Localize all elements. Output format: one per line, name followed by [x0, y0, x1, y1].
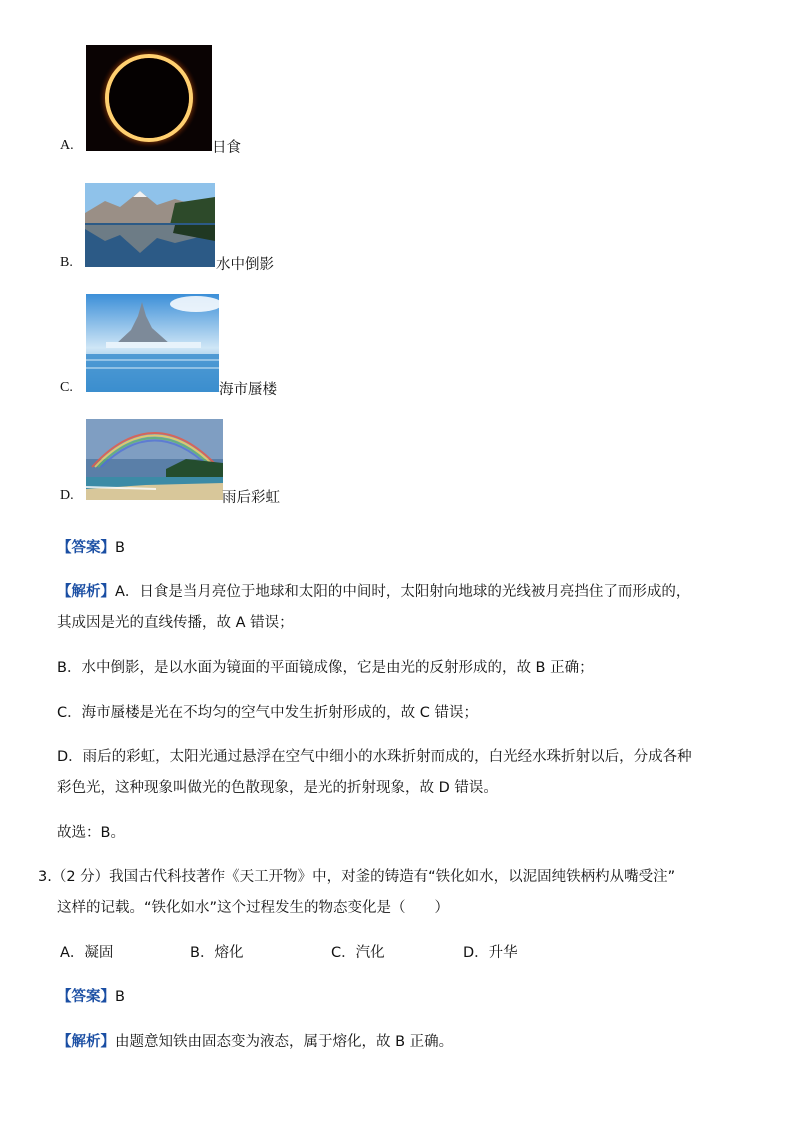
q2-answer-value: B: [115, 540, 125, 556]
q2-analysis-c: C．海市蜃楼是光在不均匀的空气中发生折射形成的，故 C 错误；: [57, 705, 478, 721]
q2-analysis-tag: 【解析】: [57, 584, 115, 600]
option-c-letter: C.: [60, 380, 73, 395]
q2-analysis-a-1: A．日食是当月亮位于地球和太阳的中间时，太阳射向地球的光线被月亮挡住了而形成的，: [115, 584, 691, 600]
q3-choice-c: C．汽化: [331, 945, 385, 961]
q3-choice-a: A．凝固: [60, 945, 114, 961]
option-d-letter: D.: [60, 488, 74, 503]
q3-stem-2: 这样的记载。“铁化如水”这个过程发生的物态变化是（ ）: [57, 900, 450, 916]
lake-reflection-photo: [85, 183, 215, 267]
q2-answer-line: [57, 536, 125, 557]
q3-analysis-text: 由题意知铁由固态变为液态，属于熔化，故 B 正确。: [115, 1034, 454, 1050]
q2-answer-tag: 【答案】: [57, 540, 115, 556]
q2-conclusion: 故选：B。: [57, 825, 125, 841]
q2-analysis-d-1: D．雨后的彩虹，太阳光通过悬浮在空气中细小的水珠折射而成的，白光经水珠折射以后，分成各种: [57, 749, 692, 765]
option-d-text: 雨后彩虹: [222, 490, 280, 506]
q2-analysis-d-2: 彩色光，这种现象叫做光的色散现象，是光的折射现象，故 D 错误。: [57, 780, 498, 796]
q2-analysis-a-2: 其成因是光的直线传播，故 A 错误；: [57, 615, 294, 631]
option-a-letter: A.: [60, 138, 74, 153]
q3-analysis-tag: 【解析】: [57, 1034, 115, 1050]
q3-answer-tag: 【答案】: [57, 989, 115, 1005]
q3-answer-line: [57, 985, 125, 1006]
option-b-letter: B.: [60, 255, 73, 270]
mirage-photo: [86, 294, 219, 392]
q3-analysis-line: [57, 1030, 453, 1051]
q3-stem-1: 3.（2 分）我国古代科技著作《天工开物》中，对釜的铸造有“铁化如水，以泥固纯铁柄杓从嘴受注”: [38, 869, 676, 885]
option-c-text: 海市蜃楼: [219, 382, 277, 398]
q3-choice-d: D．升华: [463, 945, 518, 961]
q2-analysis-line-1: [57, 580, 690, 601]
q2-analysis-b: B．水中倒影，是以水面为镜面的平面镜成像，它是由光的反射形成的，故 B 正确；: [57, 660, 594, 676]
solar-eclipse-photo: [86, 45, 212, 151]
q3-answer-value: B: [115, 989, 125, 1005]
rainbow-photo: [86, 419, 223, 500]
option-a-text: 日食: [212, 140, 241, 156]
option-b-text: 水中倒影: [216, 257, 274, 273]
q3-choice-b: B．熔化: [190, 945, 244, 961]
